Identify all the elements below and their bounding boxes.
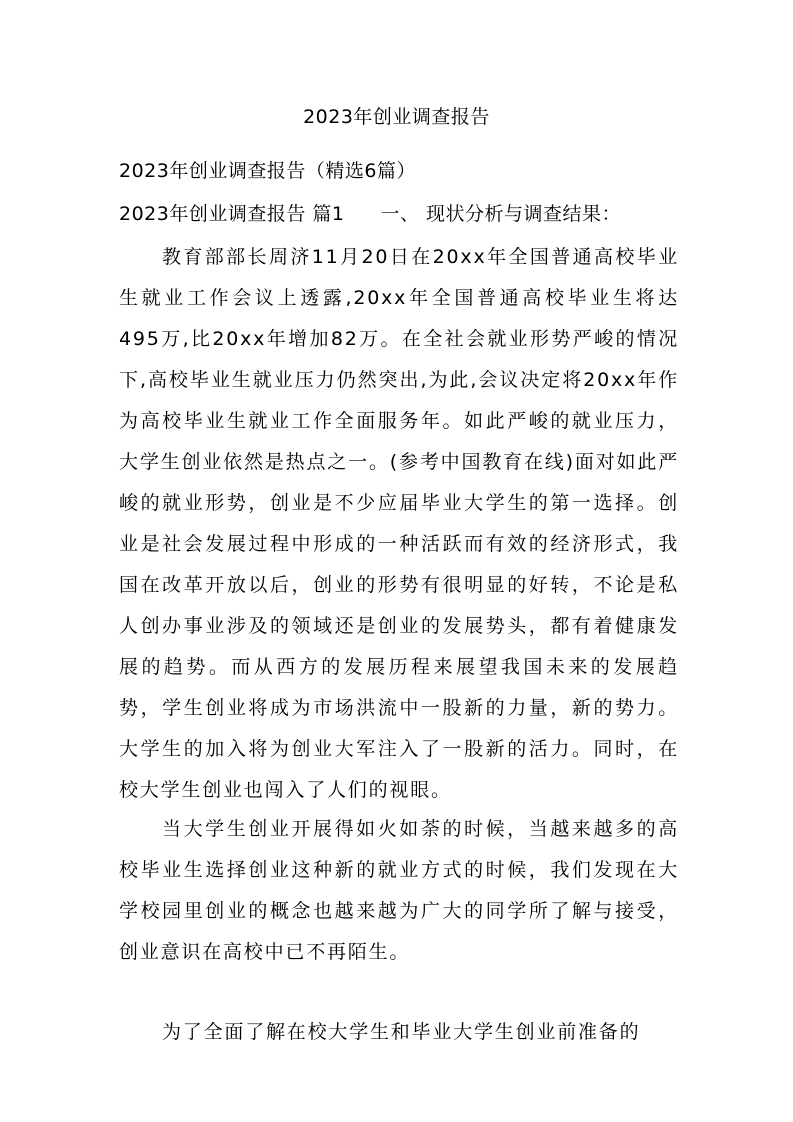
section-heading: 2023年创业调查报告 篇1	[119, 203, 345, 225]
body-paragraph: 为了全面了解在校大学生和毕业大学生创业前准备的	[162, 1021, 641, 1043]
document-subtitle: 2023年创业调查报告（精选6篇）	[119, 160, 416, 182]
document-title: 2023年创业调查报告	[303, 106, 490, 128]
body-paragraph: 当大学生创业开展得如火如荼的时候，当越来越多的高校毕业生选择创业这种新的就业方式的时候，我们发现在大学校园里创业的概念也越来越为广大的同学所了解与接受，创业意识在高校中已不再陌生。	[119, 818, 679, 963]
body-paragraph: 教育部部长周济11月20日在20xx年全国普通高校毕业生就业工作会议上透露,20xx年全国普通高校毕业生将达495万,比20xx年增加82万。在全社会就业形势严峻的情况下,高校毕业生就业压力仍然突出,为此,会议决定将20xx年作为高校毕业生就业工作全面服务年。如此严峻的就业压力，大学生创业依然是热点之一。(参考中国教育在线)面对如此严峻的就业形势，创业是不少应届毕业大学生的第一选择。创业是社会发展过程中形成的一种活跃而有效的经济形式，我国在改革开放以后，创业的形势有很明显的好转，不论是私人创办事业涉及的领域还是创业的发展势头，都有着健康发展的趋势。而从西方的发展历程来展望我国未来的发展趋势，学生创业将成为市场洪流中一股新的力量，新的势力。大学生的加入将为创业大军注入了一股新的活力。同时，在校大学生创业也闯入了人们的视眼。	[119, 246, 679, 801]
section-subheading: 一、 现状分析与调查结果：	[380, 203, 622, 225]
section-heading-line	[119, 201, 621, 227]
